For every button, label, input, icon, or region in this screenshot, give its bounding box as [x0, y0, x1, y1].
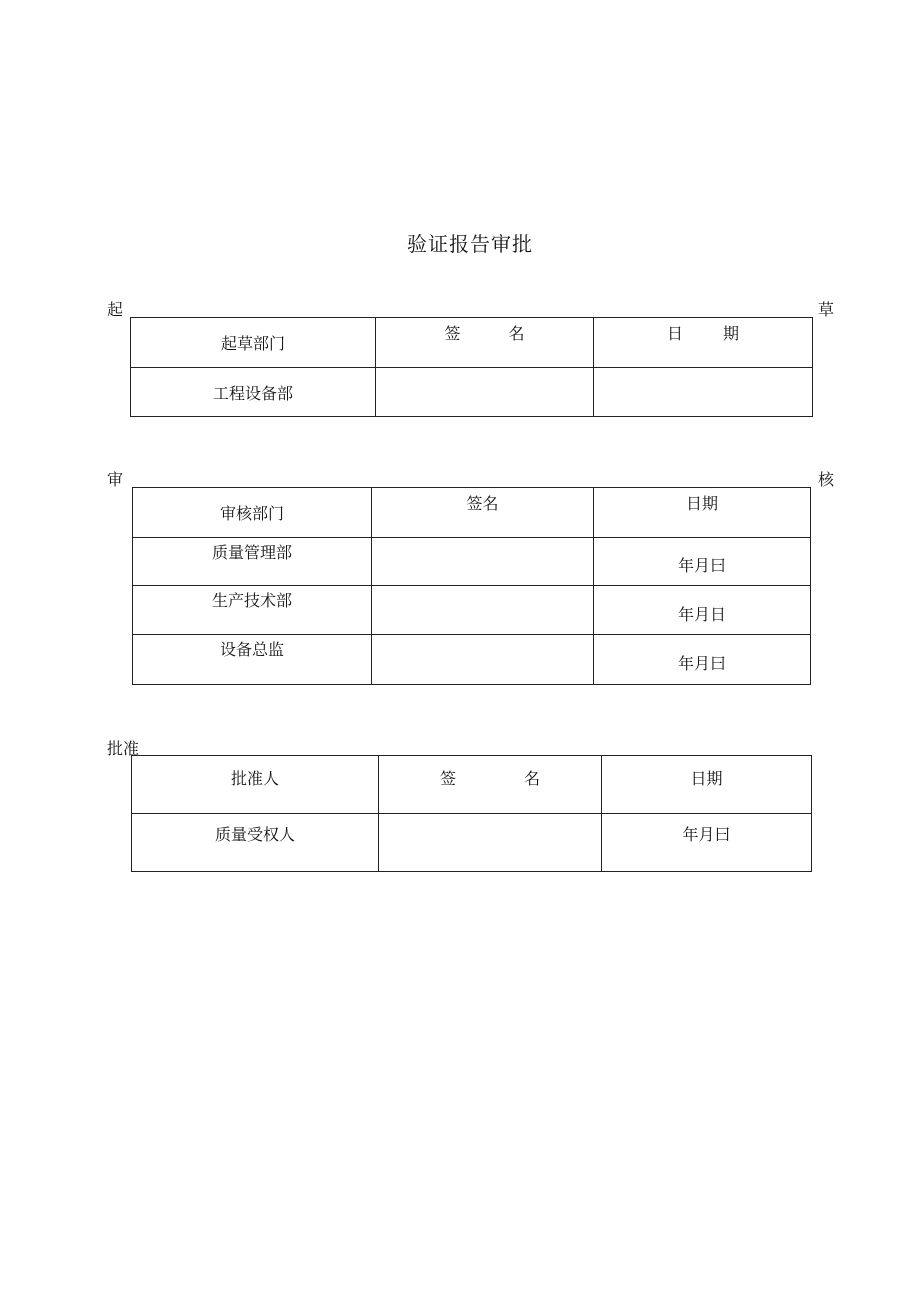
approve-header-person: 批准人: [132, 756, 379, 814]
approve-header-sign-a: 签: [439, 769, 456, 788]
review-row-date[interactable]: 年月曰: [594, 538, 811, 586]
approve-header-sign-b: 名: [524, 769, 541, 788]
page-title: 验证报告审批: [407, 232, 533, 256]
draft-label-right: 草: [818, 300, 835, 319]
approve-label: 批准: [107, 739, 140, 758]
review-row-sign[interactable]: [372, 635, 594, 685]
approve-header-date: 日期: [602, 756, 812, 814]
draft-row-date[interactable]: [594, 368, 813, 417]
approve-row-person: 质量受权人: [132, 814, 379, 872]
draft-header-row: [131, 318, 813, 368]
draft-header-dept-text: 起草部门: [220, 334, 285, 353]
table-row: [133, 586, 811, 635]
approve-header-row: [132, 756, 812, 814]
review-header-date: 日期: [594, 488, 811, 538]
review-label-right: 核: [818, 470, 835, 489]
draft-row-sign[interactable]: [376, 368, 594, 417]
review-header-dept: 审核部门: [133, 488, 372, 538]
review-table: [132, 487, 811, 685]
review-row-sign[interactable]: [372, 586, 594, 635]
review-row-dept: 质量管理部: [133, 538, 372, 586]
approve-header-sign: [379, 756, 602, 814]
draft-header-sign: [376, 318, 594, 368]
draft-table: [130, 317, 813, 417]
draft-header-dept: [131, 318, 376, 368]
review-header-row: [133, 488, 811, 538]
review-row-date[interactable]: 年月日: [594, 586, 811, 635]
table-row: [133, 538, 811, 586]
approve-table: [131, 755, 812, 872]
review-row-date[interactable]: 年月曰: [594, 635, 811, 685]
table-row: [131, 368, 813, 417]
table-row: [132, 814, 812, 872]
draft-row-dept: 工程设备部: [131, 368, 376, 417]
review-header-sign: 签名: [372, 488, 594, 538]
approve-row-date[interactable]: 年月曰: [602, 814, 812, 872]
review-row-dept: 设备总监: [133, 635, 372, 685]
review-row-sign[interactable]: [372, 538, 594, 586]
review-label-left: 审: [107, 470, 124, 489]
approve-row-sign[interactable]: [379, 814, 602, 872]
draft-header-sign-b: 名: [508, 324, 525, 343]
draft-header-date-a: 日: [666, 324, 683, 343]
draft-header-date-b: 期: [723, 324, 740, 343]
draft-header-date: [594, 318, 813, 368]
review-row-dept: 生产技术部: [133, 586, 372, 635]
table-row: [133, 635, 811, 685]
draft-header-sign-a: 签: [444, 324, 461, 343]
draft-label-left: 起: [107, 300, 124, 319]
